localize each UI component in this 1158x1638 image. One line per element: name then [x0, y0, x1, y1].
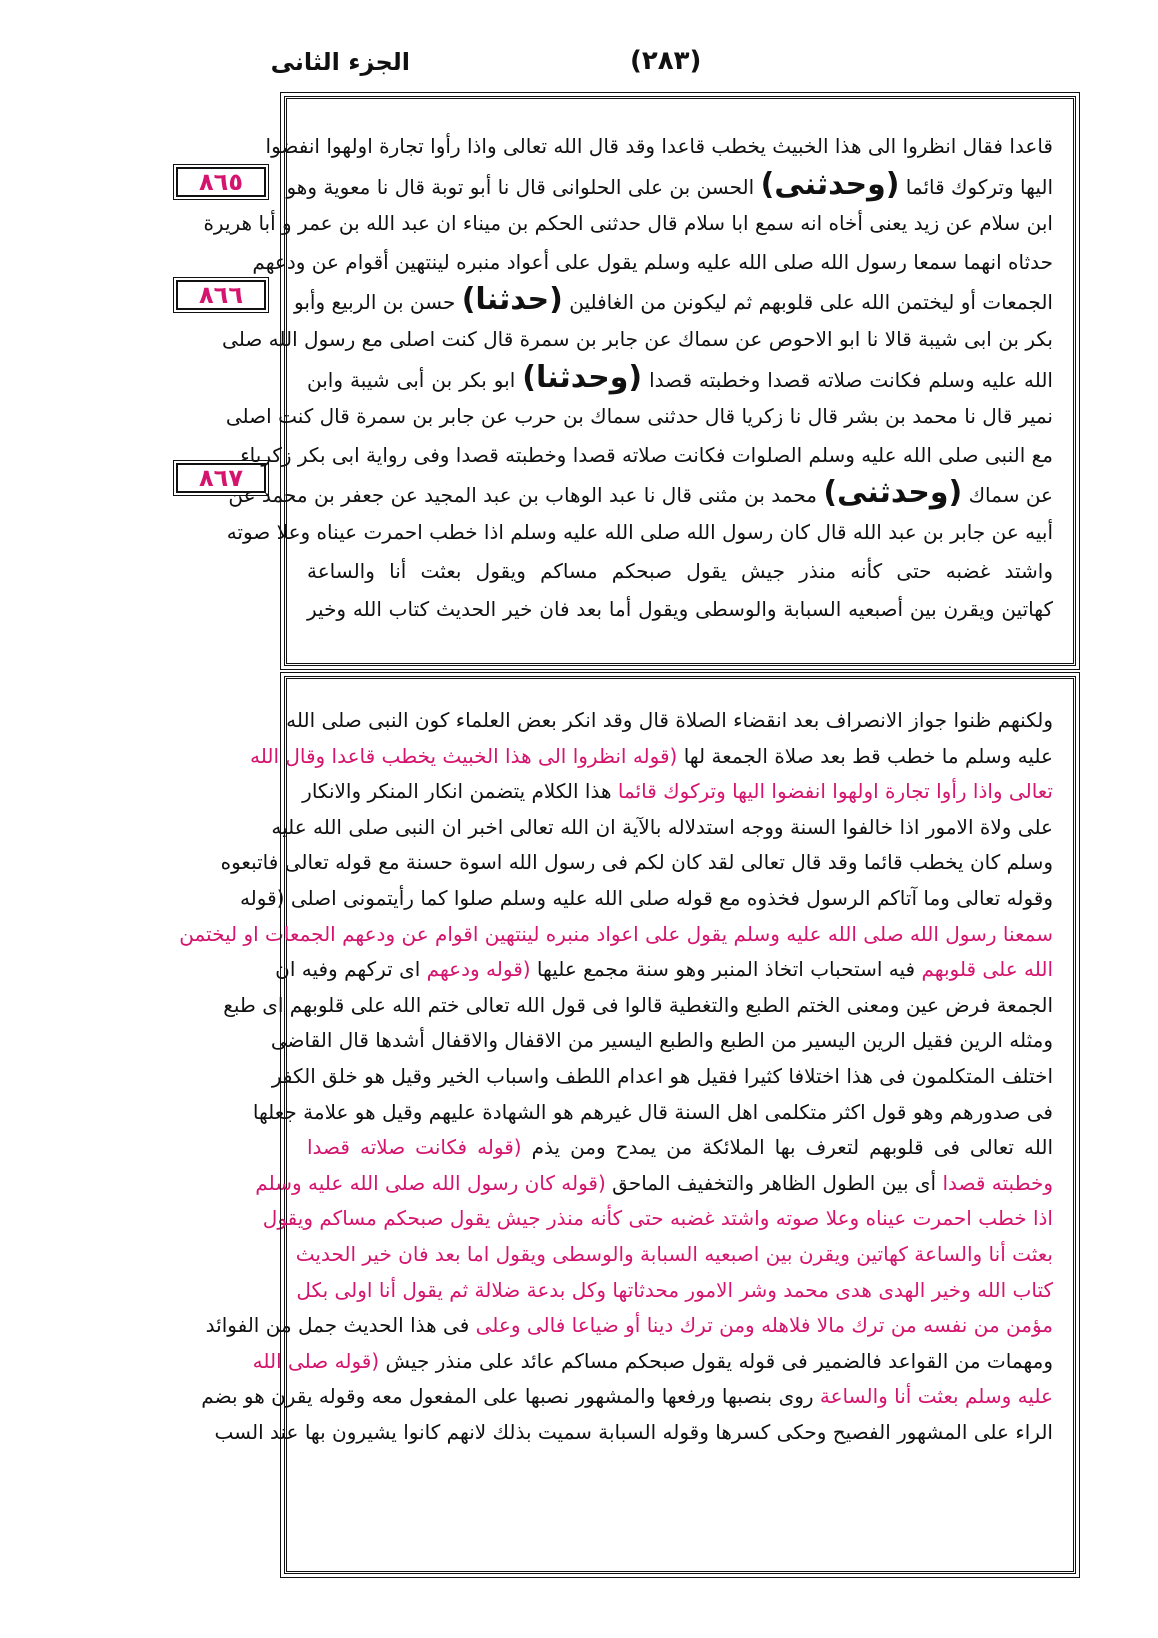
commentary-text — [179, 679, 1073, 1450]
chain-marker: (وحدثنى) — [760, 166, 900, 202]
text-segment: روى بنصبها ورفعها والمشهور نصبها على المفعول معه وقوله يقرن هو بضم — [201, 1384, 820, 1409]
commentary-line — [250, 739, 1053, 775]
rubric-segment: كتاب الله وخير الهدى هدى محمد وشر الامور محدثاتها وكل بدعة ضلالة ثم يقول أنا اولى بكل — [296, 1277, 1053, 1302]
text-segment: الله تعالى فى قلوبهم لتعرف بها الملائكة من يمدح ومن يذم — [521, 1135, 1054, 1160]
commentary-line — [252, 1095, 1053, 1131]
text-segment: اى تركهم وفيه ان — [275, 957, 427, 982]
hadith-number-866: ٨٦٦ — [176, 280, 266, 310]
text-segment: بكر بن ابى شيبة قالا نا ابو الاحوص عن سماك عن جابر بن سمرة قال كنت اصلى مع رسول الله صلى — [222, 326, 1053, 351]
commentary-line — [214, 1415, 1053, 1451]
commentary-line — [302, 774, 1053, 810]
text-segment: واشتد غضبه حتى كأنه منذر جيش يقول صبحكم مساكم ويقول بعثت أنا والساعة — [307, 558, 1053, 583]
rubric-segment: تعالى واذا رأوا تجارة اولهوا انفضوا اليها وتركوك قائما — [617, 779, 1053, 804]
text-segment: هذا الكلام يتضمن انكار المنكر والانكار — [302, 779, 618, 804]
text-segment: الحسن بن على الحلوانى قال نا أبو توبة قال نا معوية وهو — [286, 174, 761, 199]
text-segment: الجمعات أو ليختمن الله على قلوبهم ثم ليكونن من الغافلين — [562, 290, 1053, 315]
commentary-line — [252, 1344, 1053, 1380]
text-segment: فيه استحباب اتخاذ المنبر وهو سنة مجمع عليها — [530, 957, 922, 982]
text-segment: محمد بن مثنى قال نا عبد الوهاب بن عبد المجيد عن جعفر بن محمد عن — [228, 483, 824, 508]
main-text-line — [294, 281, 1053, 320]
rubric-segment: عليه وسلم بعثت أنا والساعة — [819, 1384, 1053, 1409]
hadith-number-867: ٨٦٧ — [176, 463, 266, 493]
commentary-line — [262, 1201, 1053, 1237]
commentary-line — [271, 810, 1053, 846]
rubric-segment: مؤمن من نفسه من ترك مالا فلاهله ومن ترك دينا أو ضياعا فالى وعلى — [475, 1313, 1053, 1338]
main-text-line — [265, 127, 1053, 166]
text-segment: الراء على المشهور الفصيح وحكى كسرها وقوله السبابة سميت بذلك لانهم كانوا يشيرون بها عند السب — [214, 1419, 1053, 1444]
commentary-line — [255, 1166, 1053, 1202]
running-header-part: الجزء الثانى — [270, 48, 410, 76]
main-text-line — [226, 513, 1053, 552]
main-text-line — [252, 243, 1053, 282]
text-segment: عن سماك — [962, 483, 1053, 508]
text-segment: ومهمات من القواعد فالضمير فى قوله يقول صبحكم مساكم عائد على منذر جيش — [379, 1348, 1053, 1373]
text-segment: كهاتين ويقرن بين أصبعيه السبابة والوسطى ويقول أما بعد فان خير الحديث كتاب الله وخير — [307, 597, 1053, 622]
text-segment: فى هذا الحديث جمل من الفوائد — [205, 1313, 476, 1338]
text-segment: أبيه عن جابر بن عبد الله قال كان رسول الله صلى الله عليه وسلم اذا خطب احمرت عيناه وعلا صوته — [226, 519, 1053, 544]
commentary-line — [239, 881, 1053, 917]
commentary-line — [271, 1059, 1053, 1095]
page-number: (٢٨٣) — [630, 46, 702, 76]
main-text-line — [307, 590, 1053, 629]
text-segment: اختلف المتكلمون فى هذا اختلافا كثيرا فقيل هو اعدام اللطف واسباب الخير وقيل هو خلق الكفر — [271, 1063, 1053, 1088]
commentary-line — [295, 1237, 1053, 1273]
text-segment: ابن سلام عن زيد يعنى أخاه انه سمع ابا سلام قال حدثنى الحكم بن ميناء ان عبد الله بن عمر و أبا هريرة — [203, 211, 1053, 236]
commentary-line — [201, 1379, 1053, 1415]
hadith-number-865: ٨٦٥ — [176, 167, 266, 197]
commentary-line — [205, 1308, 1053, 1344]
main-text-line — [307, 552, 1053, 591]
main-text-line — [203, 204, 1053, 243]
text-segment: عليه وسلم ما خطب قط بعد صلاة الجمعة لها — [677, 743, 1053, 768]
text-segment: ولكنهم ظنوا جواز الانصراف بعد انقضاء الصلاة قال وقد انكر بعض العلماء كون النبى صلى الله — [286, 708, 1053, 732]
chain-marker: (حدثنا) — [461, 282, 563, 318]
commentary-line — [286, 703, 1053, 739]
text-segment: الجمعة فرض عين ومعنى الختم الطبع والتغطية قالوا فى قول الله تعالى ختم الله على قلوبهم اى طبع — [223, 992, 1053, 1017]
rubric-segment: (قوله كان رسول الله صلى الله عليه وسلم — [255, 1170, 606, 1195]
rubric-segment: (قوله ودعهم — [426, 957, 531, 982]
main-text-line — [307, 359, 1053, 398]
chain-marker: (وحدثنا) — [522, 359, 643, 395]
rubric-segment: الله على قلوبهم — [921, 957, 1053, 982]
text-segment: على ولاة الامور اذا خالفوا السنة ووجه استدلاله بالآية ان الله تعالى اخبر ان النبى صلى الله عليه — [271, 814, 1053, 839]
text-segment: حسن بن الربيع وأبو — [294, 290, 462, 315]
text-segment: فى صدورهم وهو قول اكثر متكلمى اهل السنة قال غيرهم هو الشهادة عليهم وقيل هو علامة جعلها — [252, 1099, 1053, 1124]
rubric-segment: بعثت أنا والساعة كهاتين ويقرن بين اصبعيه السبابة والوسطى ويقول اما بعد فان خير الحديث — [295, 1241, 1053, 1266]
main-text-line — [240, 436, 1053, 475]
text-segment: قاعدا فقال انظروا الى هذا الخبيث يخطب قاعدا وقد قال الله تعالى واذا رأوا تجارة اولهوا انفضوا — [265, 134, 1053, 158]
text-segment: اليها وتركوك قائما — [899, 174, 1053, 199]
commentary-line — [307, 1130, 1053, 1166]
commentary-line — [223, 988, 1053, 1024]
main-text-line — [225, 397, 1053, 436]
text-segment: نمير قال نا محمد بن بشر قال نا زكريا قال حدثنى سماك بن حرب عن جابر بن سمرة قال كنت اصلى — [225, 404, 1053, 429]
rubric-segment: (قوله انظروا الى هذا الخبيث يخطب قاعدا وقال الله — [250, 743, 678, 768]
text-segment: الله عليه وسلم فكانت صلاته قصدا وخطبته قصدا — [642, 367, 1053, 392]
rubric-segment: وخطبته قصدا — [942, 1170, 1053, 1195]
text-segment: حدثاه انهما سمعا رسول الله صلى الله عليه وسلم يقول على أعواد منبره لينتهين أقوام عن ودعهم — [252, 249, 1053, 274]
main-text-line — [228, 474, 1053, 513]
rubric-segment: اذا خطب احمرت عيناه وعلا صوته واشتد غضبه حتى كأنه منذر جيش يقول صبحكم مساكم ويقول — [262, 1206, 1053, 1231]
main-text-line — [222, 320, 1053, 359]
commentary-line — [275, 952, 1053, 988]
text-segment: مع النبى صلى الله عليه وسلم الصلوات فكانت صلاته قصدا وخطبته قصدا وفى رواية ابى بكر زكرياء — [240, 442, 1053, 467]
main-text-line — [286, 166, 1053, 205]
rubric-segment: (قوله صلى الله — [252, 1348, 380, 1373]
rubric-segment: (قوله فكانت صلاته قصدا — [307, 1135, 522, 1160]
text-segment: أى بين الطول الظاهر والتخفيف الماحق — [605, 1170, 943, 1195]
commentary-line — [179, 917, 1053, 953]
commentary-line — [270, 1023, 1053, 1059]
chain-marker: (وحدثنى) — [823, 475, 963, 511]
commentary-line — [296, 1273, 1053, 1309]
rubric-segment: سمعنا رسول الله صلى الله عليه وسلم يقول على اعواد منبره لينتهين اقوام عن ودعهم الجمعات او ليختمن — [179, 921, 1053, 946]
text-segment: ابو بكر بن أبى شيبة وابن — [307, 367, 523, 392]
text-segment: ومثله الرين فقيل الرين اليسير من الطبع والطبع اليسير من الاقفال والاقفال أشدها قال القاضى — [270, 1028, 1053, 1053]
text-segment: وقوله تعالى وما آتاكم الرسول فخذوه مع قوله صلى الله عليه وسلم صلوا كما رأيتمونى اصلى (قوله — [239, 885, 1053, 910]
commentary-frame — [179, 676, 1076, 1574]
commentary-line — [220, 845, 1053, 881]
text-segment: وسلم كان يخطب قائما وقد قال تعالى لقد كان لكم فى رسول الله اسوة حسنة مع قوله تعالى فاتبعوه — [220, 850, 1053, 875]
